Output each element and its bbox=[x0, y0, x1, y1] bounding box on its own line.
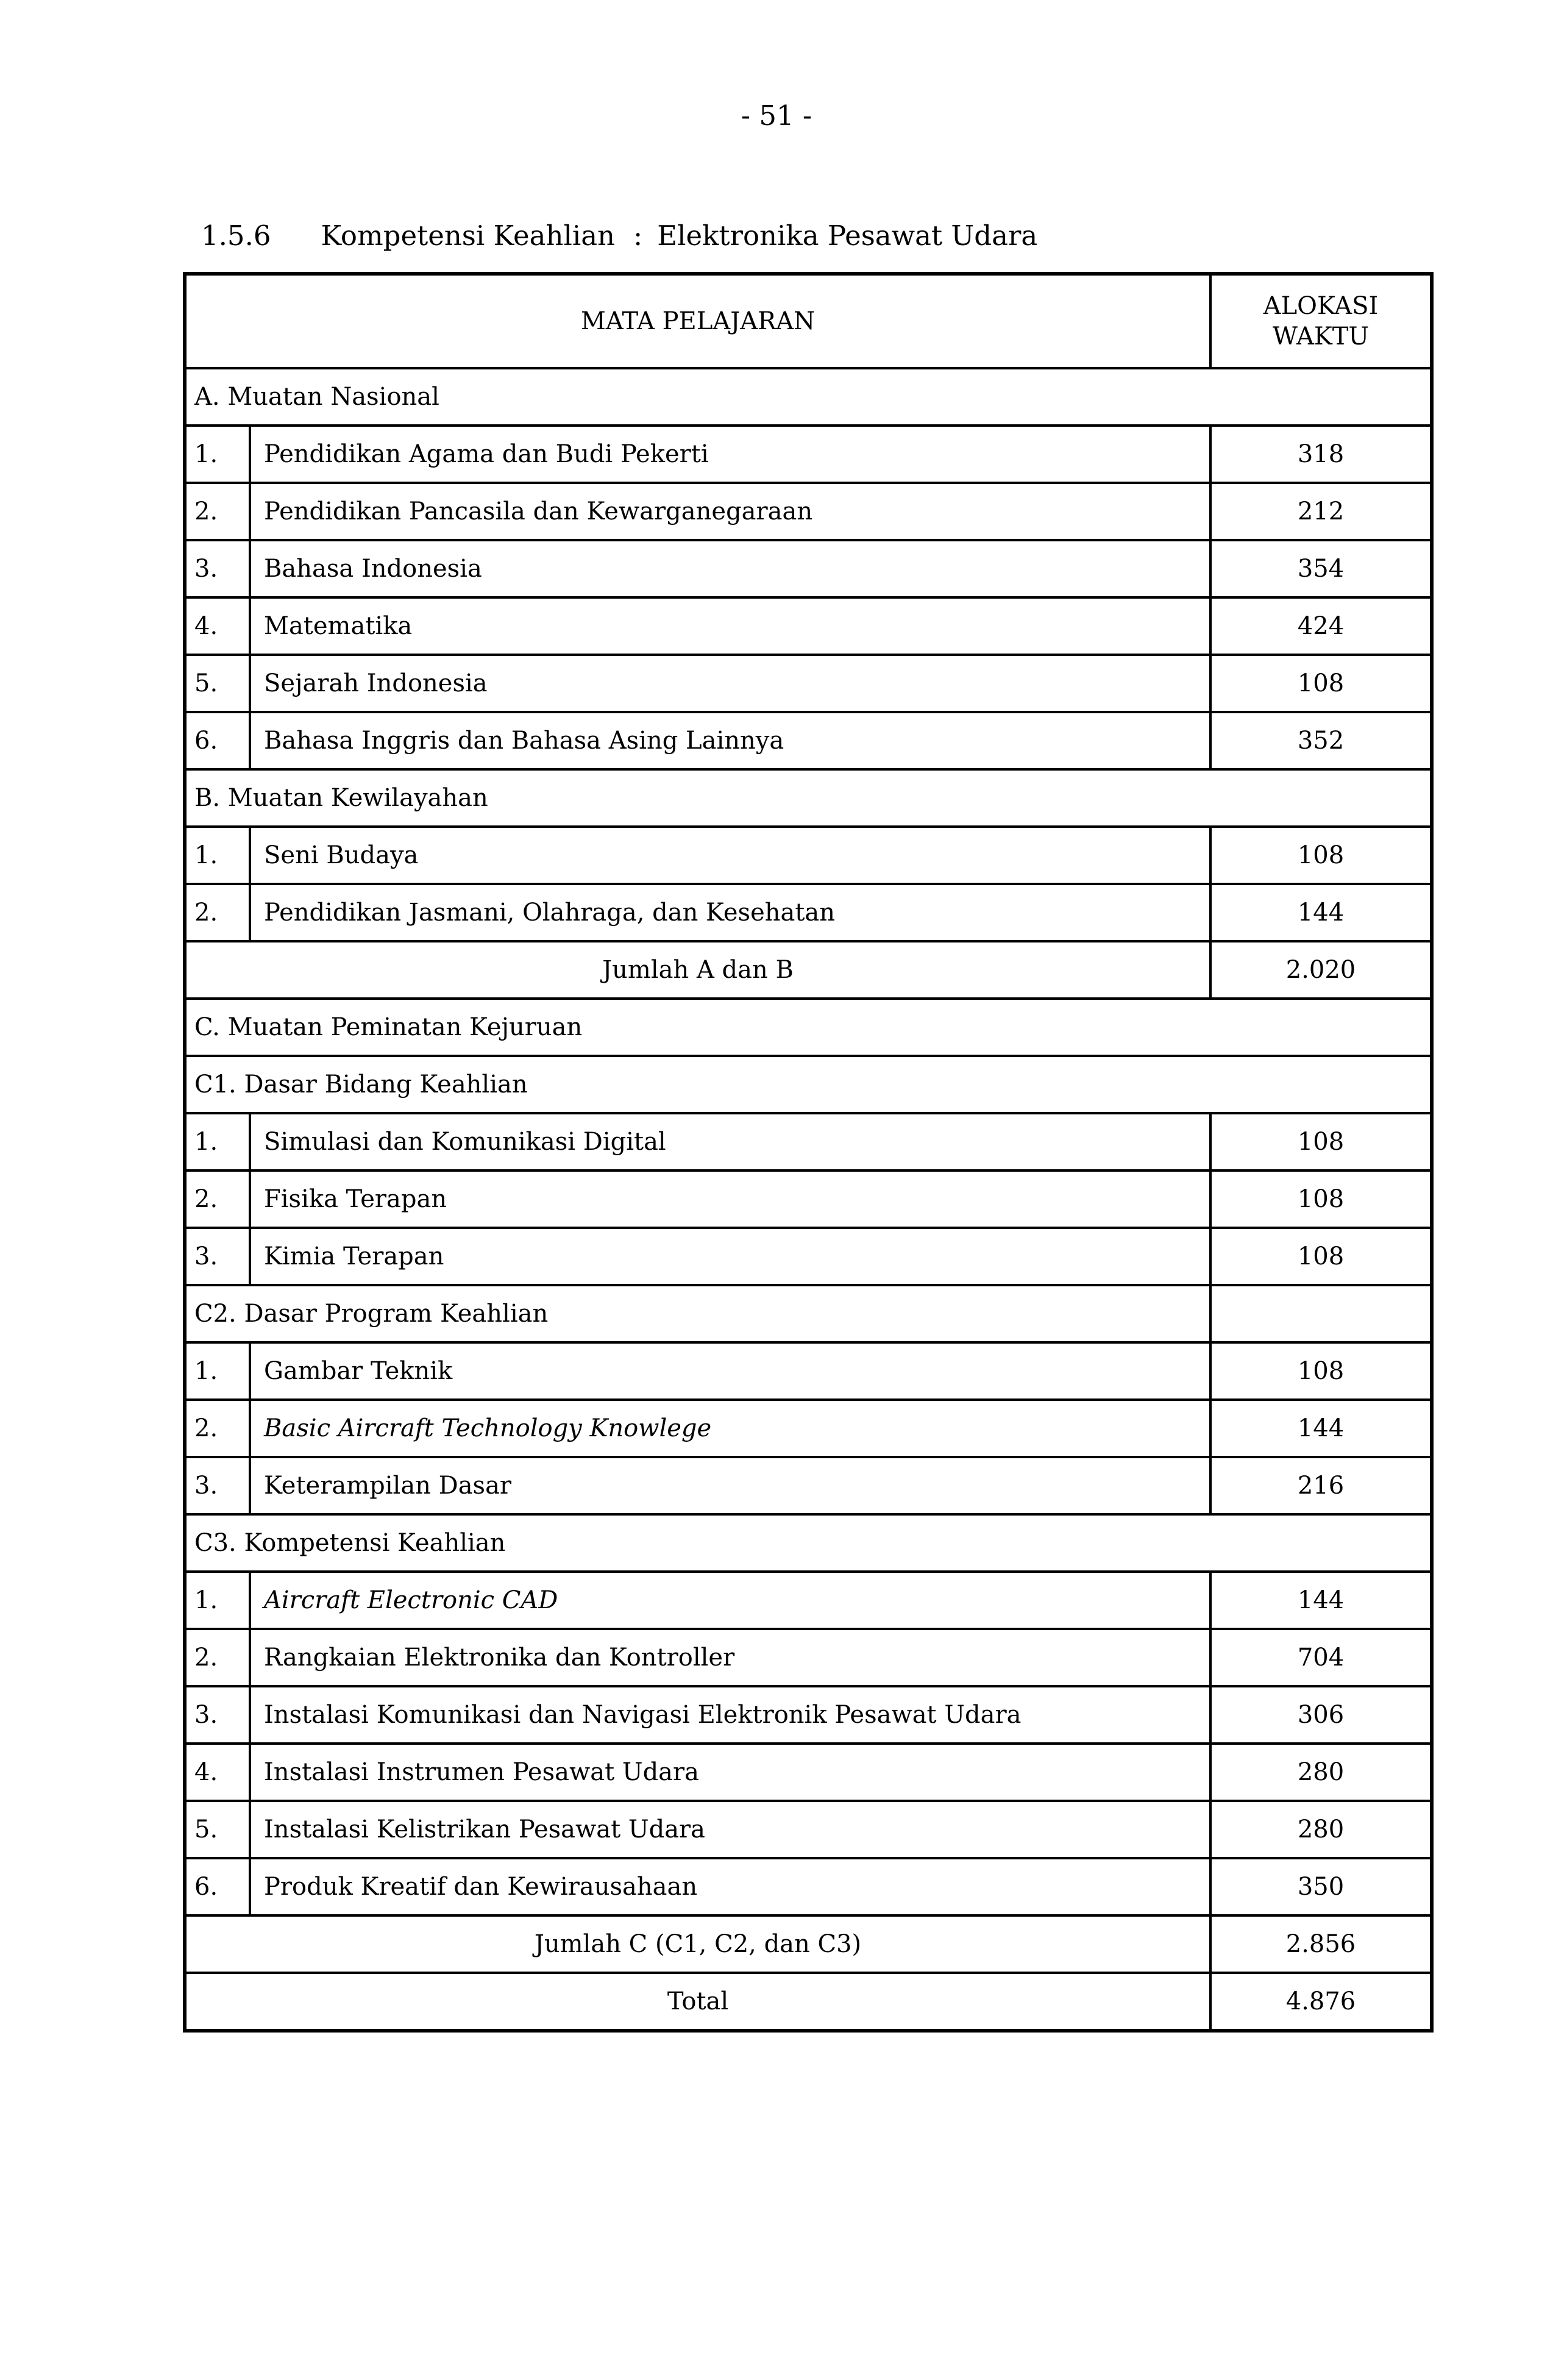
item-allocation: 108 bbox=[1210, 827, 1432, 884]
item-name: Bahasa Indonesia bbox=[250, 540, 1210, 597]
table-row bbox=[185, 1801, 1432, 1858]
item-number: 2. bbox=[185, 1629, 250, 1686]
subtotal-label: Jumlah A dan B bbox=[185, 941, 1210, 999]
item-name: Instalasi Instrumen Pesawat Udara bbox=[250, 1744, 1210, 1801]
item-allocation: 144 bbox=[1210, 1572, 1432, 1629]
item-allocation: 306 bbox=[1210, 1686, 1432, 1744]
item-allocation: 352 bbox=[1210, 712, 1432, 769]
table-row bbox=[185, 769, 1432, 827]
table-row bbox=[185, 1285, 1432, 1342]
section-label: B. Muatan Kewilayahan bbox=[185, 769, 1432, 827]
item-name: Pendidikan Agama dan Budi Pekerti bbox=[250, 426, 1210, 483]
item-name: Pendidikan Jasmani, Olahraga, dan Kesehatan bbox=[250, 884, 1210, 941]
item-number: 1. bbox=[185, 426, 250, 483]
table-row bbox=[185, 1572, 1432, 1629]
item-number: 5. bbox=[185, 655, 250, 712]
curriculum-table bbox=[183, 272, 1434, 2033]
item-name: Simulasi dan Komunikasi Digital bbox=[250, 1113, 1210, 1170]
table-row bbox=[185, 1228, 1432, 1285]
item-allocation: 108 bbox=[1210, 655, 1432, 712]
item-allocation: 704 bbox=[1210, 1629, 1432, 1686]
item-allocation: 280 bbox=[1210, 1801, 1432, 1858]
table-row bbox=[185, 1342, 1432, 1400]
section-label: A. Muatan Nasional bbox=[185, 368, 1432, 426]
table-row bbox=[185, 999, 1432, 1056]
item-number: 2. bbox=[185, 884, 250, 941]
item-number: 3. bbox=[185, 1228, 250, 1285]
item-name: Keterampilan Dasar bbox=[250, 1457, 1210, 1514]
item-name: Basic Aircraft Technology Knowlege bbox=[250, 1400, 1210, 1457]
item-allocation: 144 bbox=[1210, 884, 1432, 941]
table-header-row bbox=[185, 274, 1432, 368]
item-allocation: 318 bbox=[1210, 426, 1432, 483]
item-number: 2. bbox=[185, 1170, 250, 1228]
item-name: Rangkaian Elektronika dan Kontroller bbox=[250, 1629, 1210, 1686]
subtotal-value: 2.020 bbox=[1210, 941, 1432, 999]
item-allocation: 212 bbox=[1210, 483, 1432, 540]
column-header-allocation: ALOKASI WAKTU bbox=[1210, 274, 1432, 368]
item-name: Seni Budaya bbox=[250, 827, 1210, 884]
item-number: 3. bbox=[185, 540, 250, 597]
subtotal-value: 2.856 bbox=[1210, 1915, 1432, 1973]
table-row bbox=[185, 1629, 1432, 1686]
table-row bbox=[185, 1744, 1432, 1801]
table-row bbox=[185, 426, 1432, 483]
item-allocation: 108 bbox=[1210, 1170, 1432, 1228]
item-allocation: 350 bbox=[1210, 1858, 1432, 1915]
item-number: 6. bbox=[185, 712, 250, 769]
item-name: Instalasi Kelistrikan Pesawat Udara bbox=[250, 1801, 1210, 1858]
item-name: Pendidikan Pancasila dan Kewarganegaraan bbox=[250, 483, 1210, 540]
item-allocation: 280 bbox=[1210, 1744, 1432, 1801]
item-number: 5. bbox=[185, 1801, 250, 1858]
item-allocation: 108 bbox=[1210, 1342, 1432, 1400]
item-name: Matematika bbox=[250, 597, 1210, 655]
subtotal-label: Jumlah C (C1, C2, dan C3) bbox=[185, 1915, 1210, 1973]
item-name: Fisika Terapan bbox=[250, 1170, 1210, 1228]
heading-value: Elektronika Pesawat Udara bbox=[657, 219, 1038, 252]
table-row bbox=[185, 483, 1432, 540]
item-name: Aircraft Electronic CAD bbox=[250, 1572, 1210, 1629]
section-heading bbox=[201, 219, 1037, 252]
table-row bbox=[185, 827, 1432, 884]
table-row bbox=[185, 1973, 1432, 2031]
table-row bbox=[185, 1457, 1432, 1514]
table-row bbox=[185, 655, 1432, 712]
item-number: 1. bbox=[185, 1113, 250, 1170]
table-row bbox=[185, 368, 1432, 426]
item-number: 1. bbox=[185, 1342, 250, 1400]
item-allocation: 354 bbox=[1210, 540, 1432, 597]
item-name: Sejarah Indonesia bbox=[250, 655, 1210, 712]
item-number: 3. bbox=[185, 1457, 250, 1514]
total-label: Total bbox=[185, 1973, 1210, 2031]
section-label: C2. Dasar Program Keahlian bbox=[185, 1285, 1210, 1342]
table-row bbox=[185, 1686, 1432, 1744]
item-number: 6. bbox=[185, 1858, 250, 1915]
table-row bbox=[185, 1400, 1432, 1457]
item-name: Produk Kreatif dan Kewirausahaan bbox=[250, 1858, 1210, 1915]
section-label: C3. Kompetensi Keahlian bbox=[185, 1514, 1432, 1572]
item-number: 1. bbox=[185, 827, 250, 884]
item-allocation: 144 bbox=[1210, 1400, 1432, 1457]
table-row bbox=[185, 1056, 1432, 1113]
item-allocation: 424 bbox=[1210, 597, 1432, 655]
heading-label: Kompetensi Keahlian bbox=[321, 219, 616, 252]
table-row bbox=[185, 597, 1432, 655]
item-allocation bbox=[1210, 1285, 1432, 1342]
table-row bbox=[185, 1170, 1432, 1228]
item-number: 2. bbox=[185, 1400, 250, 1457]
table-row bbox=[185, 712, 1432, 769]
table-row bbox=[185, 540, 1432, 597]
section-label: C1. Dasar Bidang Keahlian bbox=[185, 1056, 1432, 1113]
section-label: C. Muatan Peminatan Kejuruan bbox=[185, 999, 1432, 1056]
table-row bbox=[185, 884, 1432, 941]
heading-index: 1.5.6 bbox=[201, 219, 271, 252]
item-allocation: 108 bbox=[1210, 1113, 1432, 1170]
total-value: 4.876 bbox=[1210, 1973, 1432, 2031]
heading-separator: : bbox=[633, 219, 643, 252]
column-header-subject: MATA PELAJARAN bbox=[185, 274, 1210, 368]
table-row bbox=[185, 1514, 1432, 1572]
table-row bbox=[185, 1113, 1432, 1170]
item-name: Instalasi Komunikasi dan Navigasi Elektronik Pesawat Udara bbox=[250, 1686, 1210, 1744]
item-number: 4. bbox=[185, 597, 250, 655]
item-name: Gambar Teknik bbox=[250, 1342, 1210, 1400]
table-row bbox=[185, 1915, 1432, 1973]
table-row bbox=[185, 941, 1432, 999]
item-allocation: 108 bbox=[1210, 1228, 1432, 1285]
item-name: Kimia Terapan bbox=[250, 1228, 1210, 1285]
item-number: 2. bbox=[185, 483, 250, 540]
item-number: 4. bbox=[185, 1744, 250, 1801]
item-number: 1. bbox=[185, 1572, 250, 1629]
item-number: 3. bbox=[185, 1686, 250, 1744]
table-row bbox=[185, 1858, 1432, 1915]
item-allocation: 216 bbox=[1210, 1457, 1432, 1514]
page-number: - 51 - bbox=[741, 99, 812, 132]
item-name: Bahasa Inggris dan Bahasa Asing Lainnya bbox=[250, 712, 1210, 769]
